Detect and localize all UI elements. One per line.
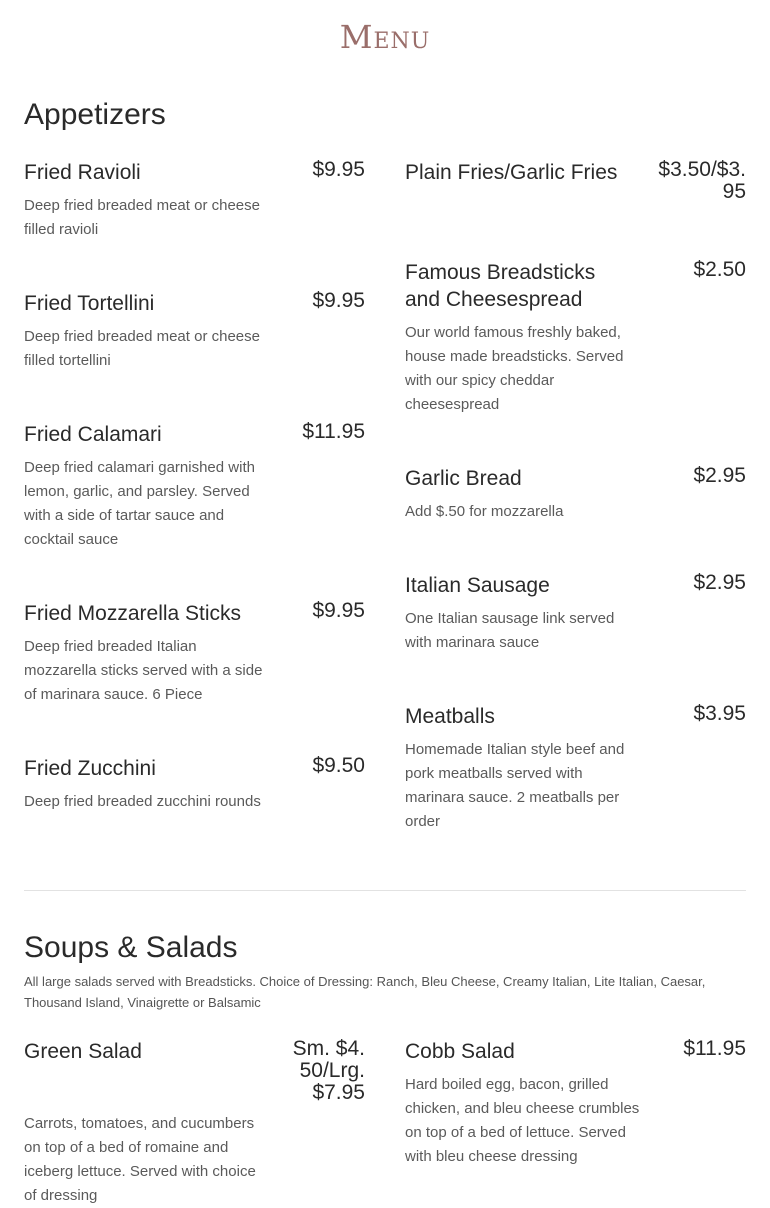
item-name: Green Salad — [24, 1040, 142, 1063]
item-description: Deep fried breaded zucchini rounds — [24, 793, 261, 810]
menu-item — [24, 600, 365, 720]
item-description: Hard boiled egg, bacon, grilled chicken, and bleu cheese crumbles on top of a bed of lettuce. Served with bleu cheese dressing — [405, 1076, 640, 1165]
item-price: $9.95 — [312, 158, 365, 181]
item-description: Add $.50 for mozzarella — [405, 503, 564, 520]
item-description: Deep fried breaded meat or cheese filled tortellini — [24, 328, 260, 369]
item-description: Deep fried breaded Italian mozzarella sticks served with a side of marinara sauce. 6 Piece — [24, 638, 263, 703]
menu-item — [405, 1038, 746, 1178]
item-price: $3.95 — [693, 702, 746, 725]
section-divider — [24, 890, 746, 891]
item-name: Fried Mozzarella Sticks — [24, 602, 242, 625]
item-name: Meatballs — [405, 705, 495, 728]
item-price: $11.95 — [302, 420, 365, 443]
item-description: Carrots, tomatoes, and cucumbers on top of a bed of romaine and iceberg lettuce. Served with choice of dressing — [24, 1115, 256, 1204]
item-price: $3.50/$3.95 — [658, 158, 746, 203]
item-price: Sm. $4.50/Lrg. $7.95 — [292, 1037, 365, 1104]
item-price: $2.95 — [693, 571, 746, 594]
menu-item — [24, 290, 365, 380]
menu-item — [405, 465, 746, 535]
menu-item — [405, 159, 746, 219]
section-title-soups-salads: Soups & Salads — [24, 931, 238, 964]
section-title-appetizers: Appetizers — [24, 98, 166, 131]
item-description: Deep fried breaded meat or cheese filled ravioli — [24, 197, 260, 238]
item-name: Fried Ravioli — [24, 161, 141, 184]
item-price: $9.50 — [312, 754, 365, 777]
item-price: $2.50 — [693, 258, 746, 281]
menu-item — [405, 259, 746, 419]
item-description: Our world famous freshly baked, house made breadsticks. Served with our spicy cheddar cheesespread — [405, 324, 624, 413]
item-name: Fried Calamari — [24, 423, 162, 446]
item-description: Homemade Italian style beef and pork meatballs served with marinara sauce. 2 meatballs per order — [405, 741, 625, 830]
menu-item — [24, 755, 365, 825]
menu-item — [24, 159, 365, 249]
item-name: Famous Breadsticks and Cheesespread — [405, 261, 596, 311]
page-title: Menu — [339, 18, 431, 56]
item-name: Cobb Salad — [405, 1040, 515, 1063]
item-name: Plain Fries/Garlic Fries — [405, 161, 618, 184]
section-note: All large salads served with Breadsticks. Choice of Dressing: Ranch, Bleu Cheese, Creamy Italian, Lite Italian, Caesar, Thousand Island, Vinaigrette or Balsamic — [24, 974, 706, 1010]
item-price: $9.95 — [312, 599, 365, 622]
item-name: Garlic Bread — [405, 467, 522, 490]
item-price: $11.95 — [683, 1037, 746, 1060]
item-name: Italian Sausage — [405, 574, 550, 597]
item-price: $2.95 — [693, 464, 746, 487]
menu-item — [24, 421, 365, 561]
menu-item — [24, 1037, 365, 1204]
menu-item — [405, 572, 746, 662]
item-description: One Italian sausage link served with marinara sauce — [405, 610, 615, 651]
item-name: Fried Tortellini — [24, 292, 155, 315]
item-description: Deep fried calamari garnished with lemon, garlic, and parsley. Served with a side of tartar sauce and cocktail sauce — [24, 459, 255, 548]
item-name: Fried Zucchini — [24, 757, 156, 780]
item-price: $9.95 — [312, 289, 365, 312]
menu-item — [405, 703, 746, 843]
